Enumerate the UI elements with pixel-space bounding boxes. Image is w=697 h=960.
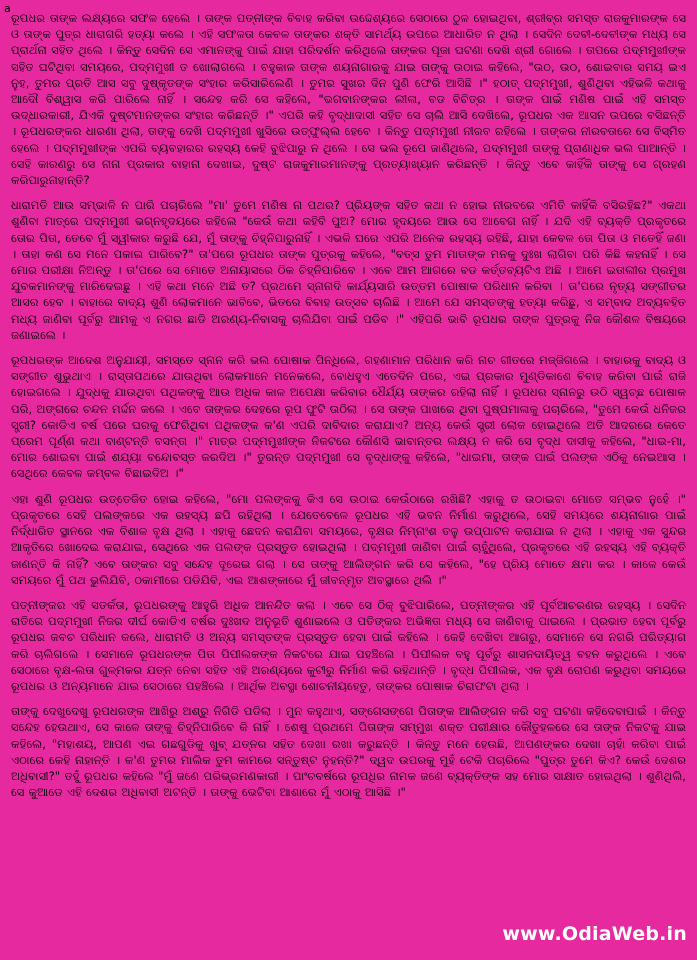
story-text-body: [7, 10, 690, 925]
paragraph-3: ରୂପଧରଙ୍କ ଆଦେଶ ଅନୁଯାୟୀ, ସମସ୍ତେ ସ୍ନାନ କରି ଭଲ ପୋଷାକ ପିନ୍ଧିଲେ, ଗହଣାମାନ ପରିଧାନ କରି ନାଚ ଗୀତରେ ମଜ୍ଜିଗଲେ । ବାହାରକୁ ବାଦ୍ୟ ଓ ସଙ୍ଗୀତ ଶୁଭୁଥାଏ । ରାସ୍ତାପଥରେ ଯାଉଥିବା ଲୋକମାନେ ମନେକଲେ, ବୋଧହୁଏ ଏତେଦିନ ପରେ, ଏଇ ପ୍ରକାର ମୁଣ୍ଡିକାଶେ ବିବାହ କରିବା ପାଇଁ ରାଜି ହୋଇଗଲେ । ଯୁଦ୍ଧକୁ ଯାଉଥିବା ପଥିକଙ୍କୁ ଆଉ ଅଧିକ କାଳ ଅପେକ୍ଷା କରିବାର ଧୈର୍ଯ୍ୟ ତାଙ୍କର ରହିଲା ନାହିଁ । ରୂପଧର ସ୍ନାନରୁ ଉଠି ସ୍ୱଚ୍ଛ ପୋଷାକ ପରି, ଅଙ୍ଗରେ ଚନ୍ଦନ ମର୍ଦ୍ଦନ କଲେ । ଏବେ ତାଙ୍କର ଦେହରେ ରୂପ ଫୁଟି ଉଠିଲା । ସେ ତାଙ୍କ ପାଖରେ ଥିବା ପୁଷ୍ପମାଳାକୁ ପଚାରିଲେ, "ତୁମେ କେଉଁ ଧନିଜର ସ୍ତ୍ରୀ? କୋଡିଏ ବର୍ଷ ପରେ ଘରକୁ ଫେରିଥିବା ପଥିକଙ୍କ କ'ଣ ଏପରି ଦାବିଦାର କରାଯାଏ? ଅନ୍ୟ କେଉଁ ସ୍ତ୍ରୀ ଲୋକ ହୋଇଥିଲେ ଅତି ଆଦରରେ କେତେ ପ୍ରେମ ପୂର୍ଣ୍ଣ କଥା ବାଣ୍ଟନ୍ତି ବସନ୍ତା ।" ମାତ୍ର ପଦ୍ମମୁଖୀଙ୍କ ନିକଟରେ କୌଣସି ଭାବାନ୍ତର ଲକ୍ଷ୍ୟ ନ କରି ସେ ବୃଦ୍ଧ ଦାସୀକୁ କହିଲେ, "ଧାଇ-ମା, ମୋର ଶୋଇବା ପାଇଁ ଶଯ୍ୟା ବନ୍ଦୋବସ୍ତ କରଦିଅ ।" ତୁରନ୍ତ ପଦ୍ମମୁଖୀ ସେ ବୃଦ୍ଧାଙ୍କୁ କହିଲେ, "ଧାଇମା, ତାଙ୍କ ପାଇଁ ପଲଙ୍କ ଏଠିକୁ ନେଇଆସ । ସେଥିରେ କେବଳ କମ୍ବଳ ବିଛାଇଦିଅ ।": [11, 353, 686, 481]
paragraph-4: ଏହା ଶୁଣି ରୂପଧର ଉତ୍ତେଜିତ ହୋଇ କହିଲେ, "ମୋ ପଲଙ୍କକୁ କିଏ ସେ ଉଠାଇ କେଉଁଠାରେ ରଖିଛି? ଏହାକୁ ତ ଉଠାଇବା ମୋତେ ସମ୍ଭବ ନୁହେଁ ।" ପ୍ରକୃତରେ ସେହି ପଲଙ୍କରେ ଏକ ରହସ୍ୟ ଛପି ରହିଥିଲା । ଯେତେବେଳେ ରୂପଧର ଏହି ଭବନ ନିର୍ମାଣ କରୁଥିଲେ, ସେହି ସମୟରେ ଶୟନାଗାର ପାଇଁ ନିର୍ଦ୍ଧାରିତ ସ୍ଥାନରେ ଏକ ବିଶାଳ ବୃକ୍ଷ ଥିଲା । ଏହାକୁ ଛେଦନ କରାଯିବା ସମୟରେ, ବୃକ୍ଷର ନିମ୍ନାଂଶ ତଳୁ ଉପ୍ପାଟନ କରାଯାଇ ନ ଥିଲା । ଏହାକୁ ଏକ ସୁନ୍ଦର ଆକୃତିରେ ଖୋଦେଇ କରାଯାଇ, ସେଥିରେ ଏକ ପଲଙ୍କ ପ୍ରସ୍ତୁତ ହୋଇଥିଲା । ପଦ୍ମମୁଖୀ ଜାଣିବା ପାଇଁ ଚାହୁଁଥିଲେ, ପ୍ରକୃତରେ ଏହି ରହସ୍ୟ ଏହି ବ୍ୟକ୍ତି ଜାଣନ୍ତି କି ନାହିଁ? ଏବେ ତାଙ୍କର ସବୁ ସନ୍ଦେହ ଦୂରେଇ ଗଲା । ସେ ତାଙ୍କୁ ଆଲିଙ୍ଗନ କରି ସେ କହିଲେ, "ହେ ପ୍ରିୟ ମୋତେ କ୍ଷମା କର । କାଳେ କେଉଁ ସମୟରେ ମୁଁ ପଥ ଭୁଲିଯିବି, ଠକାମୀରେ ପଡିଯିବି, ଏଇ ଆଶଙ୍କାରେ ମୁଁ ଜୀବନ୍ମୃତ ଅବସ୍ଥାରେ ଥିଲି ।": [11, 491, 687, 587]
paragraph-1: ରୂପଧର ତାଙ୍କ ଲକ୍ଷ୍ୟରେ ସଫଳ ହେଲେ । ତାଙ୍କ ପତ୍ନୀଙ୍କ ବିବାହ କରିବା ଉଦ୍ଦେଶ୍ୟରେ ସେଠାରେ ଠୁଳ ହୋଇଥିବା, ଶ୍ରୀବ୍ର ସମସ୍ତ ରାଜକୁମାରଙ୍କ ସେ ଓ ତାଙ୍କ ପୁତ୍ର ଧାରାଗରି ହତ୍ୟା କଲେ । ଏହି ସଫଳତା କେବଳ ତାଙ୍କର ଶକ୍ତି ସାମର୍ଥ୍ୟ ଉପରେ ଆଧାରିତ ନ ଥିଲା । ସେଦିନ ଦେବୀ-ଦେବୀଙ୍କ ମଧ୍ୟ ସେ ପ୍ରାର୍ଥନା ସହିତ ଥିଲେ । କିନ୍ତୁ ସେଦିନ ସେ ଏମାନଙ୍କୁ ପାଇଁ ଯାହା ପରିଦର୍ଶନ କରିଥିଲେ ତାଙ୍କର ପୂଜା ଘଟଣା ଦେଖି ଶ୍ରୀ ଗୋଲେ । ତାପରେ ପଦ୍ମମୁଖୀଙ୍କ ସହିତ ଘଟିଥିବା ସମୟରେ, ପଦ୍ମମୁଖୀ ତ ଖୋଲାଗଲେ । ବହୁକାଳ ତାଙ୍କ ଶୟନାଗାରକୁ ଯାଇ ତାଙ୍କୁ ଉଠାଇ କହିଲେ, "ଉଠ, ଉଠ, ଶୋଇବାର ସମୟ ଇଏ ନୁହ, ତୁମର ପ୍ରତି ଆସ ସବୁ ଦୁଷ୍କୃତଙ୍କ ସଂହାର କରିସାରିଲେଣି । ତୁମର ସୁଖର ଦିନ ପୁଣି ଫେରି ଆସିଛି ।" ହଠାତ୍ ପଦ୍ମମୁଖୀ, ଶୁଣିଥିବା ଏହିଭଳି କଥାକୁ ଆଦୌ ବିଶ୍ୱାସ କରି ପାରିଲେ ନାହିଁ । ସନ୍ଦେହ କରି ସେ କହିଲେ, "ଭଗବାନଙ୍କର ଲୀଳା, ବଡ ବିଚିତ୍ର । ତାଙ୍କ ପାଇଁ ମଣିଷ ପାଇଁ ଏହି ସମସ୍ତ ଉଦ୍ଧାରକାରୀ, ଯିଏକି ଦୁଷ୍ଟମାନଙ୍କର ସଂହାର କରିଛନ୍ତି ।" ଏପରି କହି ବୃଦ୍ଧାଦାସୀ ସହିତ ସେ ଚାଲି ଆସି ଦେଖିଲେ, ରୂପଧର ଏକ ଆସନ ଉପରେ ବସିଛନ୍ତି । ରୂପଧରଙ୍କର ଧାରଣା ଥିଲା, ତାଙ୍କୁ ଦେଖି ପଦ୍ମମୁଖୀ ଖୁସିରେ ଉତ୍ଫୁଲ୍ଲ ହେବେ । କିନ୍ତୁ ପଦ୍ମମୁଖୀ ନୀରବ ରହିଲେ । ତାଙ୍କର ନୀରବତାରେ ସେ ବିସ୍ମିତ ହେଲେ । ପଦ୍ମମୁଖୀଙ୍କ ଏପରି ବ୍ୟବହାରର ରହସ୍ୟ କେହି ବୁଝିପାରୁ ନ ଥିଲେ । ସେ ଭଲ ରୂପେ ଜାଣିଥିଲେ, ପଦ୍ମମୁଖୀ ତାଙ୍କୁ ପ୍ରାଣାଧିକ ଭଲ ପାଆନ୍ତି । ସେହି କାରଣରୁ ସେ ନାନା ପ୍ରକାର ବାହାନା ଦେଖାଇ, ଦୁଷ୍ଟ ରାଜକୁମାରମାନଙ୍କୁ ପ୍ରତ୍ୟାଖ୍ୟାନ କରିଛନ୍ତି । କିନ୍ତୁ ଏବେ କାହିଁକି ତାଙ୍କୁ ସେ ଗ୍ରହଣ କରିପାରୁନାହାନ୍ତି?: [11, 11, 687, 188]
paragraph-5: ପତ୍ନୀଙ୍କର ଏହି ସତର୍କତା, ରୂପଧରଙ୍କୁ ଆହୁରି ଅଧିକ ଆନନ୍ଦିତ କଲା । ଏବେ ସେ ଠିକ୍ ବୁଝିପାରିଲେ, ପତ୍ନୀଙ୍କର ଏହି ପୂର୍ବଆଚରଣର ରହସ୍ୟ । ସେଦିନ ରାତିରେ ପଦ୍ମମୁଖୀ ନିଜର ଦୀର୍ଘ କୋଡିଏ ବର୍ଷର ଦୁଃଖଦ ଅନୁଭୂତି ଶୁଣାଇଲେ ଓ ପତିଙ୍କର ଅଭିଜ୍ଞତା ମଧ୍ୟ ସେ ଜାଣିବାକୁ ପାଇଲେ । ପ୍ରଭାତ ହେବା ପୂର୍ବରୁ ରୂପଧର କବଚ ପରିଧାନ କଲେ, ଧାରାମତି ଓ ଅନ୍ୟ ସମସ୍ତଙ୍କ ପ୍ରସ୍ତୁତ ହେବା ପାଇଁ କହିଲେ । କେହି ଦେଖିବା ଆଗରୁ, ସେମାନେ ସେ ନଗରି ପରିତ୍ୟାଗ କରି ଚାଲିଗଲେ । ସେମାନେ ରୂପଧରଙ୍କ ପିତା ପିପୀଲକଙ୍କ ନିକଟରେ ଯାଇ ପହଞ୍ଚିଲେ । ପିପୀଲକ ବହୁ ପୂର୍ବରୁ ଶାସନଦାୟିତ୍ୱ ବହନ କରୁଥିଲେ । ଏବେ ସେଠାରେ ବୃକ୍ଷ-ଲତା ଗୁଳ୍ମକର ଯତ୍ନ ନେବା ସହିତ ଏହି ଅରଣ୍ୟରେ କୁଟୀରୁ ନିର୍ମାଣ କରି ରହିଥାନ୍ତି । ବୃଦ୍ଧ ପିପୀଲକ, ଏକ ବୃକ୍ଷ ରୋପଣ କରୁଥିବା ସମୟରେ ରୂପଧର ଓ ଅନ୍ୟମାନେ ଯାଇ ସେଠାରେ ପହଞ୍ଚିଲେ । ଆର୍ଥିକ ଅବସ୍ଥା ଶୋଚନୀୟହେତୁ, ତାଙ୍କର ପୋଷାକ ଚିରାଫଟା ଥିଲା ।: [11, 597, 686, 693]
page-corner-letter: a: [4, 2, 11, 15]
paragraph-6: ତାଙ୍କୁ ଦେଖୁଦେଖୁ ରୂପଧରଙ୍କ ଆଖିରୁ ଅଶ୍ରୁ ନିଗିଡି ପଡିଲା । ମୁନ କହୁଥାଏ, ସଙ୍ଗେସଙ୍ଗେ ପିତାଙ୍କ ଆଲିଙ୍ଗନ କରି ସବୁ ଘଟଣା କହିଦେବାପାଇଁ । କିନ୍ତୁ ସନ୍ଦେହ ହେଉଥାଏ, ସେ କାଳେ ତାଙ୍କୁ ଚିହ୍ନିପାରିବେ କି ନାହିଁ । ଶେଷୁ ପ୍ରଥମେ ପିତାଙ୍କ ସମ୍ମୁଖ ଶକ୍ତ ପରୀକ୍ଷାର କୌତୁହଳରେ ସେ ତାଙ୍କ ନିକଟକୁ ଯାଇ କହିଲେ, "ମହାଶୟ, ଆପଣ ଏଇ ଗଛଗୁଡିକୁ ଖୁବ୍ ଯତ୍ନର ସହିତ ଦେଖା ରଖା କରୁଛନ୍ତି । କିନ୍ତୁ ମନେ ହେଉଛି, ଆପଣଙ୍କର ଦେଖା ଚାହାଁ କରିବା ପାଇଁ ଏଠାରେ କେହି ନାହାନ୍ତି । କ'ଣ ତୁମର ମାଲିକ ତୁମ କାମରେ ସନ୍ତୁଷ୍ଟ ନୁହନ୍ତି?" ଦ୍ୱଦ ଉପରକୁ ମୁହଁ ଟେକି ପଚାରିଲେ "ପୁତ୍ର ତୁମେ କିଏ? କେଉଁ ଦେଶର ଅଧିବାସୀ?" ତହୁଁ ରୂପଧର କହିଲେ "ମୁଁ ଜଣେ ପରିଭ୍ରମଣକାରୀ । ପାଂଚବର୍ଷରେ ରୂପଧିର ନାମକ ଜଣେ ବ୍ୟକ୍ତିଙ୍କ ସହ ମୋର ସାକ୍ଷାତ ହୋଇଥିଲା । ଶୁଣିଥିଲି, ସେ କୁଆଡେ ଏହି ଦେଶର ଅଧିବାସୀ ଅଟନ୍ତି । ତାଙ୍କୁ ଭେଟିବା ଆଶାରେ ମୁଁ ଏଠାକୁ ଆସିଛି ।": [11, 704, 686, 800]
site-watermark: www.OdiaWeb.in: [502, 923, 687, 945]
paragraph-2: ଧାରାମତି ଆଉ ସମ୍ଭାଳି ନ ପାରି ପଚାରିଲେ "ମା' ତୁମେ ମଣିଷ ନା ପଥର? ପ୍ରିୟଙ୍କ ସହିତ କଥା ନ ହୋଇ ନୀରବରେ ଏମିତି କାହିଁକି ବସିରହିଛ?" ଏକଥା ଶୁଣିବା ମାତ୍ରେ ପଦ୍ମମୁଖୀ ଭଗ୍ନହୃଦୟରେ କହିଲେ "କେଉଁ କଥା କହିବି ପୁଅ? ମୋର ହୃଦୟରେ ଆଉ ସେ ଆବେଗ ନାହିଁ । ଯଦି ଏହି ବ୍ୟକ୍ତି ପ୍ରକୃତରେ ତୋର ପିତା, ତେବେ ମୁଁ ସ୍ୱୀକାର କରୁଛି ଯେ, ମୁଁ ତାଙ୍କୁ ଚିହ୍ନିପାରୁନାହିଁ । ଏଭଳି ଘରେ ଏପରି ଅନେକ ରହସ୍ୟ ରହିଛି, ଯାହା କେବଳ ତୋ ପିତା ଓ ମତେହିଁ ଜଣା । ତାହା କଣ ସେ ମନେ ପକାଇ ପାରିବେ?" ତା'ପରେ ରୂପଧର ତାଙ୍କ ପୁତ୍ରକୁ କହିଲେ, "ବତ୍ସ ତୁମ ମାତାଙ୍କ ମନକୁ ଦୁଃଖ ଲାଗିବା ପରି କିଛି କହନାହିଁ । ସେ ମୋର ପରୀକ୍ଷା ନିଅନ୍ତୁ । ତା'ପରେ ସେ ମୋତେ ଅନାୟାସରେ ଠିକ ଚିହ୍ନିପାରିବେ । ଏବେ ଆମ ଆଗରେ ବଡ କର୍ତ୍ତବ୍ୟଟିଏ ଅଛି । ଆମେ ଇତାଲୀର ପ୍ରମୁଖ ଯୁବକମାନଙ୍କୁ ମାରିଦେଇଛୁ । ଏହି କଥା ମନେ ଅଛି ତ? ପ୍ରଥମେ ସ୍ନାନାଦି କାର୍ଯ୍ୟସାରି ଉତ୍ତମ ପୋଷାକ ପରିଧାନ କରିବା । ତା'ପରେ ନୃତ୍ୟ ସଙ୍ଗୀତର ଆସର ହେବ । ବାହାରେ ବାଦ୍ୟ ଶୁଣି ଲୋକମାନେ ଭାବିବେ, ଭିତରେ ବିବାହ ଉତ୍ସବ ଚାଲିଛି । ଆମେ ଯେ ସମସ୍ତଙ୍କୁ ହତ୍ୟା କରିଛୁ, ଏ ସମ୍ବାଦ ଅବ୍ୟବହିତ ମଧ୍ୟ ଜାଣିବା ପୂର୍ବରୁ ଆମକୁ ଏ ନଗର ଛାଡି ଅରଣ୍ୟ-ନିବାସକୁ ଚାଲିଯିବା ପାଇଁ ପଡିବ ।" ଏହିପରି ଭାବି ରୂପଧର ତାଙ୍କ ପୁତ୍ରକୁ ନିଜ କୌଶଳ ବିଷୟରେ ଜଣାଇଲେ ।: [11, 198, 686, 342]
